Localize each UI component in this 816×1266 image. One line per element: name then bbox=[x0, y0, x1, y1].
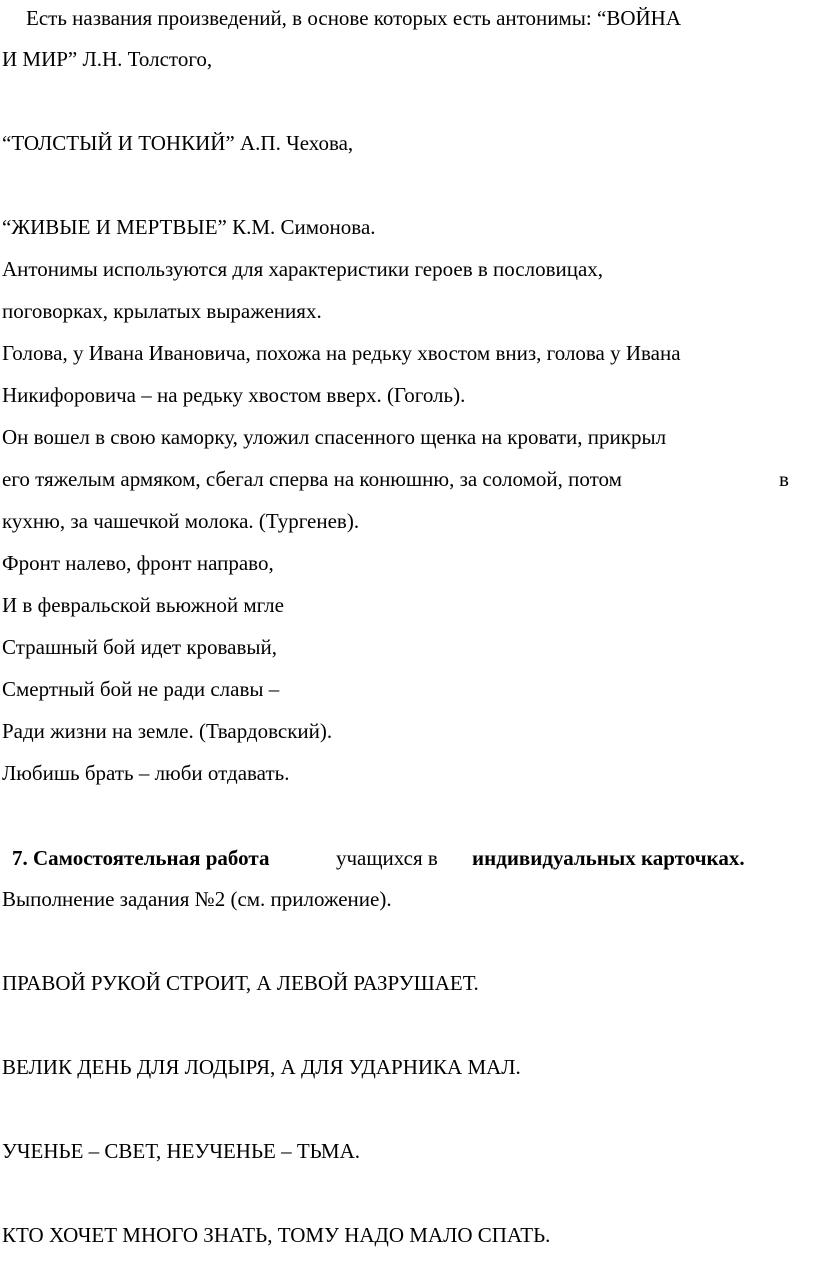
poem-line-3: Страшный бой идет кровавый, bbox=[2, 635, 278, 659]
poem-line-4: Смертный бой не ради славы – bbox=[2, 677, 280, 701]
gogol-line-1: Голова, у Ивана Ивановича, похожа на редьку хвостом вниз, голова у Ивана bbox=[2, 341, 681, 365]
proverb-line: Любишь брать – люби отдавать. bbox=[2, 761, 290, 785]
turgenev-line-1: Он вошел в свою каморку, уложил спасенного щенка на кровати, прикрыл bbox=[2, 425, 667, 449]
proverb-card-4: КТО ХОЧЕТ МНОГО ЗНАТЬ, ТОМУ НАДО МАЛО СПАТЬ. bbox=[2, 1223, 551, 1247]
usage-line-2: поговорках, крылатых выражениях. bbox=[2, 299, 322, 323]
turgenev-line-3: кухню, за чашечкой молока. (Тургенев). bbox=[2, 509, 360, 533]
proverb-card-2: ВЕЛИК ДЕНЬ ДЛЯ ЛОДЫРЯ, А ДЛЯ УДАРНИКА МАЛ. bbox=[2, 1055, 521, 1079]
gogol-line-2: Никифоровича – на редьку хвостом вверх. (Гоголь). bbox=[2, 383, 466, 407]
turgenev-line-2: его тяжелым армяком, сбегал сперва на конюшню, за соломой, потом bbox=[2, 467, 622, 491]
poem-line-1: Фронт налево, фронт направо, bbox=[2, 551, 274, 575]
usage-line-1: Антонимы используются для характеристики героев в пословицах, bbox=[2, 257, 604, 281]
task-end: индивидуальных карточках. bbox=[472, 846, 745, 870]
intro-line-4: “ЖИВЫЕ И МЕРТВЫЕ” К.М. Симонова. bbox=[2, 215, 376, 239]
proverb-card-3: УЧЕНЬЕ – СВЕТ, НЕУЧЕНЬЕ – ТЬМА. bbox=[2, 1139, 360, 1163]
intro-line-3: “ТОЛСТЫЙ И ТОНКИЙ” А.П. Чехова, bbox=[2, 131, 354, 155]
turgenev-line-2-end: в bbox=[779, 467, 789, 491]
poem-line-5: Ради жизни на земле. (Твардовский). bbox=[2, 719, 333, 743]
task-middle: учащихся в bbox=[336, 846, 438, 870]
proverb-card-1: ПРАВОЙ РУКОЙ СТРОИТ, А ЛЕВОЙ РАЗРУШАЕТ. bbox=[2, 971, 479, 995]
task-title: 7. Самостоятельная работа bbox=[12, 846, 270, 870]
intro-line-1: Есть названия произведений, в основе которых есть антонимы: “ВОЙНА bbox=[26, 6, 681, 30]
intro-line-2: И МИР” Л.Н. Толстого, bbox=[2, 47, 213, 71]
task-line-2: Выполнение задания №2 (см. приложение). bbox=[2, 887, 392, 911]
poem-line-2: И в февральской вьюжной мгле bbox=[2, 593, 284, 617]
